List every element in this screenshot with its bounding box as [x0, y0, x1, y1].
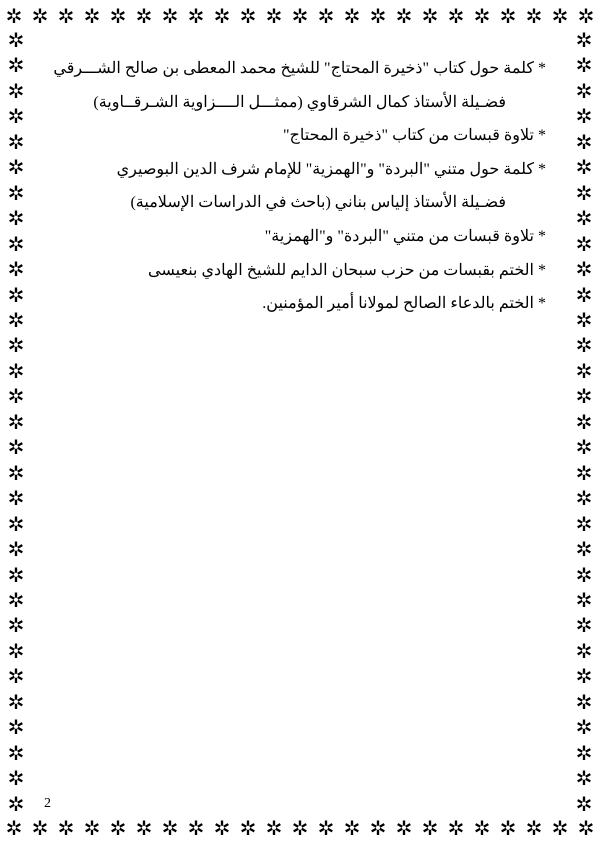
asterisk-star-icon: ✲	[57, 816, 75, 840]
asterisk-star-icon: ✲	[7, 28, 25, 52]
asterisk-star-icon: ✲	[395, 4, 413, 28]
border-top	[0, 6, 600, 30]
border-left	[4, 30, 28, 814]
asterisk-star-icon: ✲	[575, 231, 593, 256]
asterisk-star-icon: ✲	[395, 816, 413, 840]
asterisk-star-icon: ✲	[575, 740, 593, 765]
asterisk-star-icon: ✲	[575, 257, 593, 282]
asterisk-star-icon: ✲	[57, 4, 75, 28]
asterisk-star-icon: ✲	[7, 257, 25, 282]
asterisk-star-icon: ✲	[7, 638, 25, 663]
asterisk-star-icon: ✲	[135, 816, 153, 840]
asterisk-star-icon: ✲	[5, 4, 23, 28]
program-line: * تلاوة قبسات من متني "البردة" و"الهمزية"	[264, 227, 546, 245]
asterisk-star-icon: ✲	[7, 766, 25, 791]
asterisk-star-icon: ✲	[7, 206, 25, 231]
asterisk-star-icon: ✲	[7, 486, 25, 511]
asterisk-star-icon: ✲	[575, 664, 593, 689]
asterisk-star-icon: ✲	[343, 816, 361, 840]
asterisk-star-icon: ✲	[575, 78, 593, 103]
asterisk-star-icon: ✲	[7, 562, 25, 587]
asterisk-star-icon: ✲	[575, 206, 593, 231]
asterisk-star-icon: ✲	[575, 409, 593, 434]
asterisk-star-icon: ✲	[575, 791, 593, 816]
border-bottom	[0, 818, 600, 842]
asterisk-star-icon: ✲	[575, 28, 593, 52]
asterisk-star-icon: ✲	[265, 4, 283, 28]
asterisk-star-icon: ✲	[421, 816, 439, 840]
asterisk-star-icon: ✲	[447, 4, 465, 28]
asterisk-star-icon: ✲	[575, 460, 593, 485]
asterisk-star-icon: ✲	[5, 816, 23, 840]
program-line: * الختم بقبسات من حزب سبحان الدايم للشيخ الهادي بنعيسى	[148, 261, 546, 279]
asterisk-star-icon: ✲	[575, 180, 593, 205]
asterisk-star-icon: ✲	[317, 4, 335, 28]
asterisk-star-icon: ✲	[575, 486, 593, 511]
asterisk-star-icon: ✲	[7, 740, 25, 765]
asterisk-star-icon: ✲	[187, 816, 205, 840]
asterisk-star-icon: ✲	[473, 4, 491, 28]
asterisk-star-icon: ✲	[31, 4, 49, 28]
asterisk-star-icon: ✲	[525, 816, 543, 840]
asterisk-star-icon: ✲	[7, 384, 25, 409]
asterisk-star-icon: ✲	[575, 129, 593, 154]
asterisk-star-icon: ✲	[7, 664, 25, 689]
asterisk-star-icon: ✲	[7, 537, 25, 562]
asterisk-star-icon: ✲	[421, 4, 439, 28]
asterisk-star-icon: ✲	[7, 613, 25, 638]
asterisk-star-icon: ✲	[369, 816, 387, 840]
asterisk-star-icon: ✲	[447, 816, 465, 840]
asterisk-star-icon: ✲	[7, 53, 25, 78]
asterisk-star-icon: ✲	[343, 4, 361, 28]
asterisk-star-icon: ✲	[31, 816, 49, 840]
asterisk-star-icon: ✲	[7, 460, 25, 485]
asterisk-star-icon: ✲	[551, 4, 569, 28]
asterisk-star-icon: ✲	[7, 307, 25, 332]
asterisk-star-icon: ✲	[187, 4, 205, 28]
asterisk-star-icon: ✲	[7, 180, 25, 205]
asterisk-star-icon: ✲	[7, 435, 25, 460]
asterisk-star-icon: ✲	[575, 638, 593, 663]
asterisk-star-icon: ✲	[575, 537, 593, 562]
program-line: * تلاوة قبسات من كتاب "ذخيرة المحتاج"	[283, 127, 546, 145]
asterisk-star-icon: ✲	[7, 104, 25, 129]
asterisk-star-icon: ✲	[575, 358, 593, 383]
asterisk-star-icon: ✲	[7, 231, 25, 256]
asterisk-star-icon: ✲	[551, 816, 569, 840]
asterisk-star-icon: ✲	[499, 4, 517, 28]
asterisk-star-icon: ✲	[575, 282, 593, 307]
asterisk-star-icon: ✲	[575, 587, 593, 612]
asterisk-star-icon: ✲	[161, 816, 179, 840]
asterisk-star-icon: ✲	[575, 333, 593, 358]
asterisk-star-icon: ✲	[575, 155, 593, 180]
asterisk-star-icon: ✲	[473, 816, 491, 840]
asterisk-star-icon: ✲	[575, 307, 593, 332]
asterisk-star-icon: ✲	[577, 816, 595, 840]
asterisk-star-icon: ✲	[291, 816, 309, 840]
asterisk-star-icon: ✲	[317, 816, 335, 840]
asterisk-star-icon: ✲	[265, 816, 283, 840]
asterisk-star-icon: ✲	[499, 816, 517, 840]
asterisk-star-icon: ✲	[291, 4, 309, 28]
asterisk-star-icon: ✲	[575, 104, 593, 129]
asterisk-star-icon: ✲	[7, 587, 25, 612]
asterisk-star-icon: ✲	[575, 766, 593, 791]
asterisk-star-icon: ✲	[83, 4, 101, 28]
asterisk-star-icon: ✲	[7, 715, 25, 740]
asterisk-star-icon: ✲	[239, 816, 257, 840]
program-line: فضـيلة الأستاذ كمال الشرقاوي (ممثـــل الــــزاوية الشـرقــاوية)	[93, 93, 506, 111]
asterisk-star-icon: ✲	[109, 4, 127, 28]
asterisk-star-icon: ✲	[575, 435, 593, 460]
asterisk-star-icon: ✲	[109, 816, 127, 840]
asterisk-star-icon: ✲	[575, 613, 593, 638]
program-line: * الختم بالدعاء الصالح لمولانا أمير المؤمنين.	[262, 295, 546, 313]
program-line: * كلمة حول متني "البردة" و"الهمزية" للإمام شرف الدين البوصيري	[116, 160, 546, 178]
asterisk-star-icon: ✲	[575, 384, 593, 409]
asterisk-star-icon: ✲	[7, 791, 25, 816]
asterisk-star-icon: ✲	[575, 715, 593, 740]
asterisk-star-icon: ✲	[7, 78, 25, 103]
asterisk-star-icon: ✲	[213, 4, 231, 28]
asterisk-star-icon: ✲	[7, 409, 25, 434]
asterisk-star-icon: ✲	[7, 333, 25, 358]
asterisk-star-icon: ✲	[239, 4, 257, 28]
asterisk-star-icon: ✲	[7, 689, 25, 714]
asterisk-star-icon: ✲	[7, 129, 25, 154]
asterisk-star-icon: ✲	[525, 4, 543, 28]
asterisk-star-icon: ✲	[575, 511, 593, 536]
border-right	[572, 30, 596, 814]
page-number: 2	[44, 796, 51, 811]
asterisk-star-icon: ✲	[575, 53, 593, 78]
asterisk-star-icon: ✲	[213, 816, 231, 840]
asterisk-star-icon: ✲	[575, 689, 593, 714]
asterisk-star-icon: ✲	[7, 155, 25, 180]
program-line: * كلمة حول كتاب "ذخيرة المحتاج" للشيخ محمد المعطى بن صالح الشـــرقي	[53, 60, 546, 77]
program-line: فضـيلة الأستاذ إلياس بناني (باحث في الدراسات الإسلامية)	[130, 194, 506, 212]
program-list	[40, 52, 546, 321]
asterisk-star-icon: ✲	[161, 4, 179, 28]
asterisk-star-icon: ✲	[135, 4, 153, 28]
asterisk-star-icon: ✲	[7, 511, 25, 536]
asterisk-star-icon: ✲	[577, 4, 595, 28]
asterisk-star-icon: ✲	[575, 562, 593, 587]
asterisk-star-icon: ✲	[7, 282, 25, 307]
asterisk-star-icon: ✲	[83, 816, 101, 840]
asterisk-star-icon: ✲	[7, 358, 25, 383]
asterisk-star-icon: ✲	[369, 4, 387, 28]
